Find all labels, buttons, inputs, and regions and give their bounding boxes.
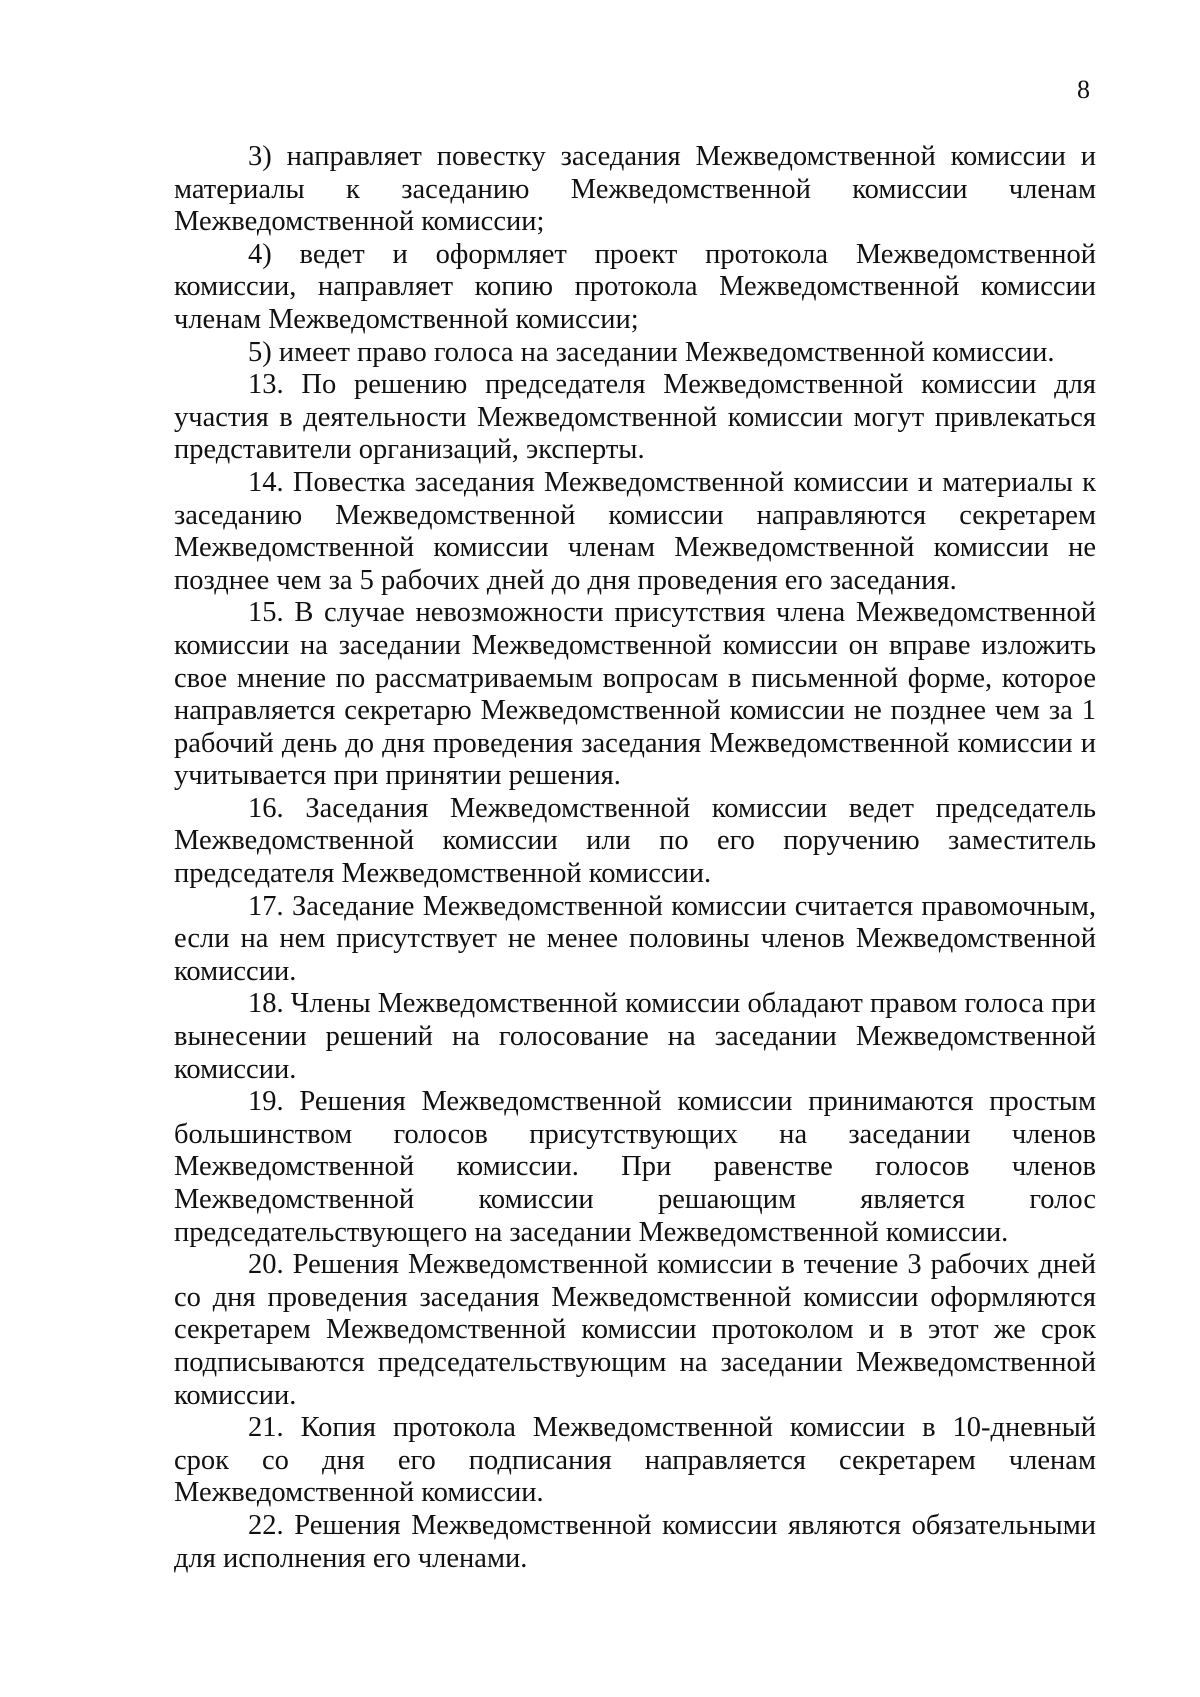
paragraph-17: 17. Заседание Межведомственной комиссии считается правомочным, если на нем присутствует не менее половины членов Межведомственной комиссии. — [174, 890, 1096, 987]
paragraph-14: 14. Повестка заседания Межведомственной комиссии и материалы к заседанию Межведомственной комиссии направляются секретарем Межведомственной комиссии членам Межведомственной комиссии не позднее чем за 5 рабочих дней до дня проведения его заседания. — [174, 466, 1096, 596]
paragraph-22: 22. Решения Межведомственной комиссии являются обязательными для исполнения его членами. — [174, 1509, 1096, 1574]
paragraph-item-5: 5) имеет право голоса на заседании Межведомственной комиссии. — [248, 336, 1055, 368]
paragraph-15: 15. В случае невозможности присутствия члена Межведомственной комиссии на заседании Межведомственной комиссии он вправе изложить свое мнение по рассматриваемым вопросам в письменной форме, которое направляется секретарю Межведомственной комиссии не позднее чем за 1 рабочий день до дня проведения заседания Межведомственной комиссии и учитывается при принятии решения. — [174, 597, 1096, 792]
document-body — [174, 141, 1096, 1575]
paragraph-18: 18. Члены Межведомственной комиссии обладают правом голоса при вынесении решений на голосование на заседании Межведомственной комиссии. — [174, 988, 1096, 1085]
paragraph-20: 20. Решения Межведомственной комиссии в течение 3 рабочих дней со дня проведения заседания Межведомственной комиссии оформляются секретарем Межведомственной комиссии протоколом и в этот же срок подписываются председательствующим на заседании Межведомственной комиссии. — [174, 1249, 1096, 1411]
paragraph-16: 16. Заседания Межведомственной комиссии ведет председатель Межведомственной комиссии или по его поручению заместитель председателя Межведомственной комиссии. — [174, 792, 1096, 890]
paragraph-19: 19. Решения Межведомственной комиссии принимаются простым большинством голосов присутствующих на заседании членов Межведомственной комиссии. При равенстве голосов членов Межведомственной комиссии решающим является голос председательствующего на заседании Межведомственной комиссии. — [174, 1086, 1096, 1248]
page-number: 8 — [1077, 75, 1090, 104]
paragraph-13: 13. По решению председателя Межведомственной комиссии для участия в деятельности Межведомственной комиссии могут привлекаться представители организаций, эксперты. — [174, 369, 1096, 466]
paragraph-21: 21. Копия протокола Межведомственной комиссии в 10-дневный срок со дня его подписания направляется секретарем членам Межведомственной комиссии. — [174, 1412, 1096, 1509]
paragraph-item-3: 3) направляет повестку заседания Межведомственной комиссии и материалы к заседанию Межведомственной комиссии членам Межведомственной комиссии; — [174, 141, 1096, 238]
paragraph-item-4: 4) ведет и оформляет проект протокола Межведомственной комиссии, направляет копию протокола Межведомственной комиссии членам Межведомственной комиссии; — [174, 238, 1096, 335]
